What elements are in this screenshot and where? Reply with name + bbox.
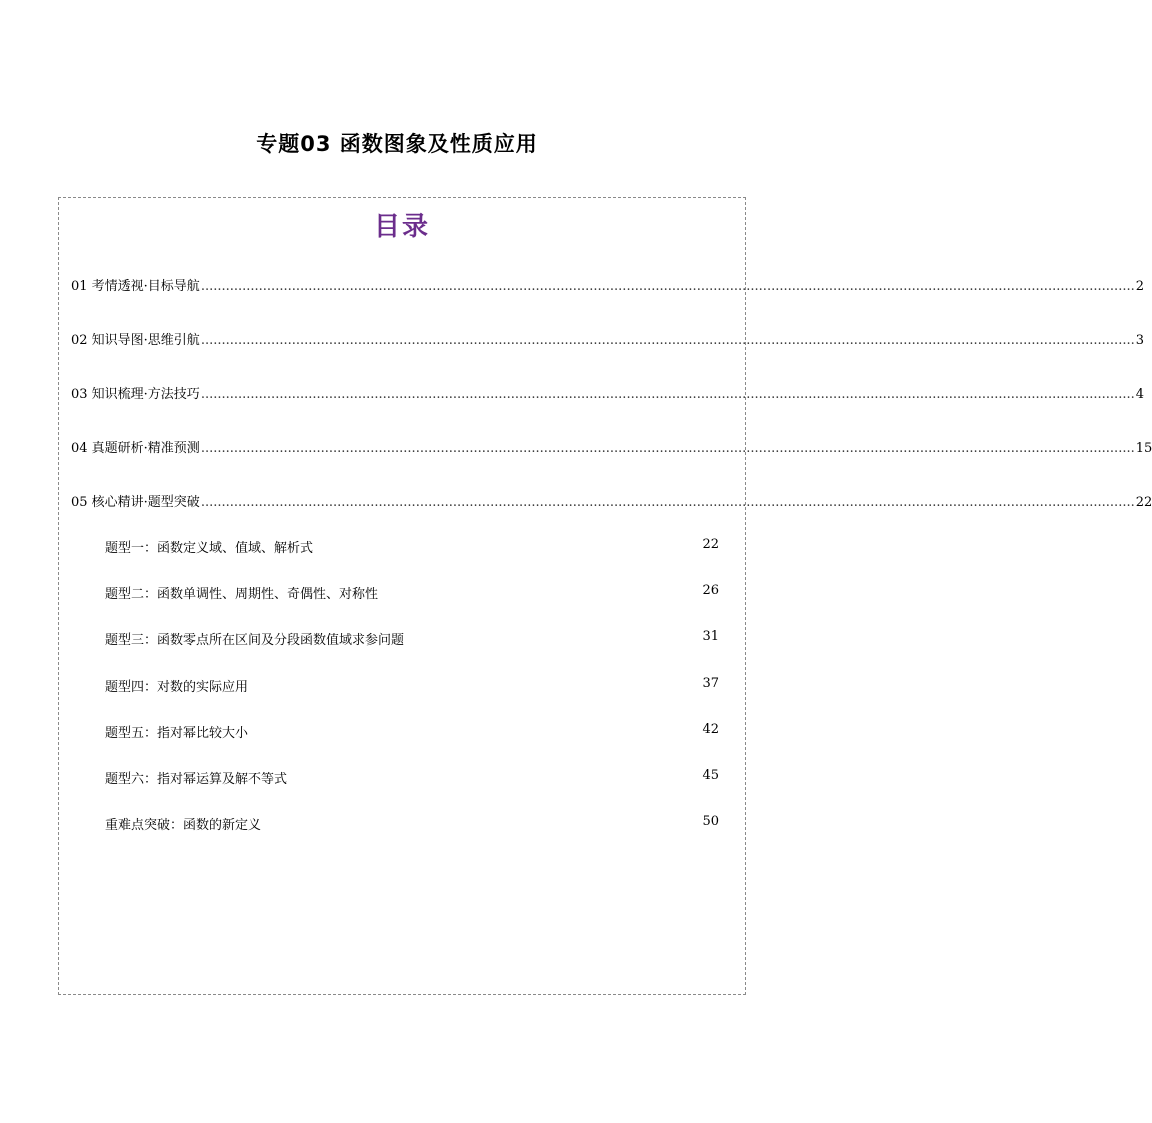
toc-entry-page: 22	[1135, 495, 1152, 510]
toc-leader-dots: ..................................................................................................................................................................................................................................	[200, 387, 1135, 402]
toc-sub-entry-label: 题型五：指对幂比较大小	[105, 726, 249, 741]
toc-sub-entry[interactable]	[105, 722, 719, 742]
toc-leader-dots: ..................................................................................................................................................................................................................................	[200, 441, 1135, 456]
toc-entry-label: 03 知识梳理·方法技巧	[71, 387, 200, 402]
table-of-contents	[58, 197, 1152, 995]
toc-sub-entry-page: 37	[702, 676, 719, 691]
toc-entry-label: 02 知识导图·思维引航	[71, 333, 200, 348]
toc-sub-entry[interactable]	[105, 676, 719, 696]
toc-sub-entry-label: 题型二：函数单调性、周期性、奇偶性、对称性	[105, 587, 379, 602]
toc-entry[interactable]	[71, 383, 1144, 403]
toc-sub-entry[interactable]	[105, 583, 719, 603]
toc-sub-entry-label: 题型四：对数的实际应用	[105, 680, 249, 695]
toc-sub-entry-label: 重难点突破：函数的新定义	[105, 818, 262, 833]
toc-sub-entry[interactable]	[105, 768, 719, 788]
toc-leader-dots: ..................................................................................................................................................................................................................................	[200, 495, 1135, 510]
toc-leader-dots: ..................................................................................................................................................................................................................................	[200, 333, 1135, 348]
toc-entry[interactable]	[71, 329, 1144, 349]
toc-sub-entry[interactable]	[105, 537, 719, 557]
toc-heading: 目录	[373, 212, 430, 242]
toc-entry-page: 4	[1135, 387, 1144, 402]
toc-sub-entry-label: 题型六：指对幂运算及解不等式	[105, 772, 288, 787]
toc-sub-entry-page: 50	[702, 814, 719, 829]
toc-entry-page: 3	[1135, 333, 1144, 348]
toc-entry[interactable]	[71, 275, 1144, 295]
toc-entry-label: 01 考情透视·目标导航	[71, 279, 200, 294]
document-title: 专题03 函数图象及性质应用	[256, 132, 538, 156]
toc-sub-entry-page: 45	[702, 768, 719, 783]
toc-entry-label: 05 核心精讲·题型突破	[71, 495, 200, 510]
toc-sub-entry-label: 题型三：函数零点所在区间及分段函数值域求参问题	[105, 633, 405, 648]
toc-leader-dots: ..................................................................................................................................................................................................................................	[200, 279, 1135, 294]
toc-sub-entry[interactable]	[105, 814, 719, 834]
toc-entry-page: 15	[1135, 441, 1152, 456]
toc-sub-entry-page: 42	[702, 722, 719, 737]
toc-entry[interactable]	[71, 437, 1152, 457]
toc-sub-entry-label: 题型一：函数定义域、值域、解析式	[105, 541, 314, 556]
toc-sub-entry-page: 26	[702, 583, 719, 598]
toc-sub-entry[interactable]	[105, 629, 719, 649]
toc-sub-entry-page: 31	[702, 629, 719, 644]
toc-entry[interactable]	[71, 491, 1152, 511]
toc-sub-entry-page: 22	[702, 537, 719, 552]
toc-entry-label: 04 真题研析·精准预测	[71, 441, 200, 456]
toc-entry-page: 2	[1135, 279, 1144, 294]
